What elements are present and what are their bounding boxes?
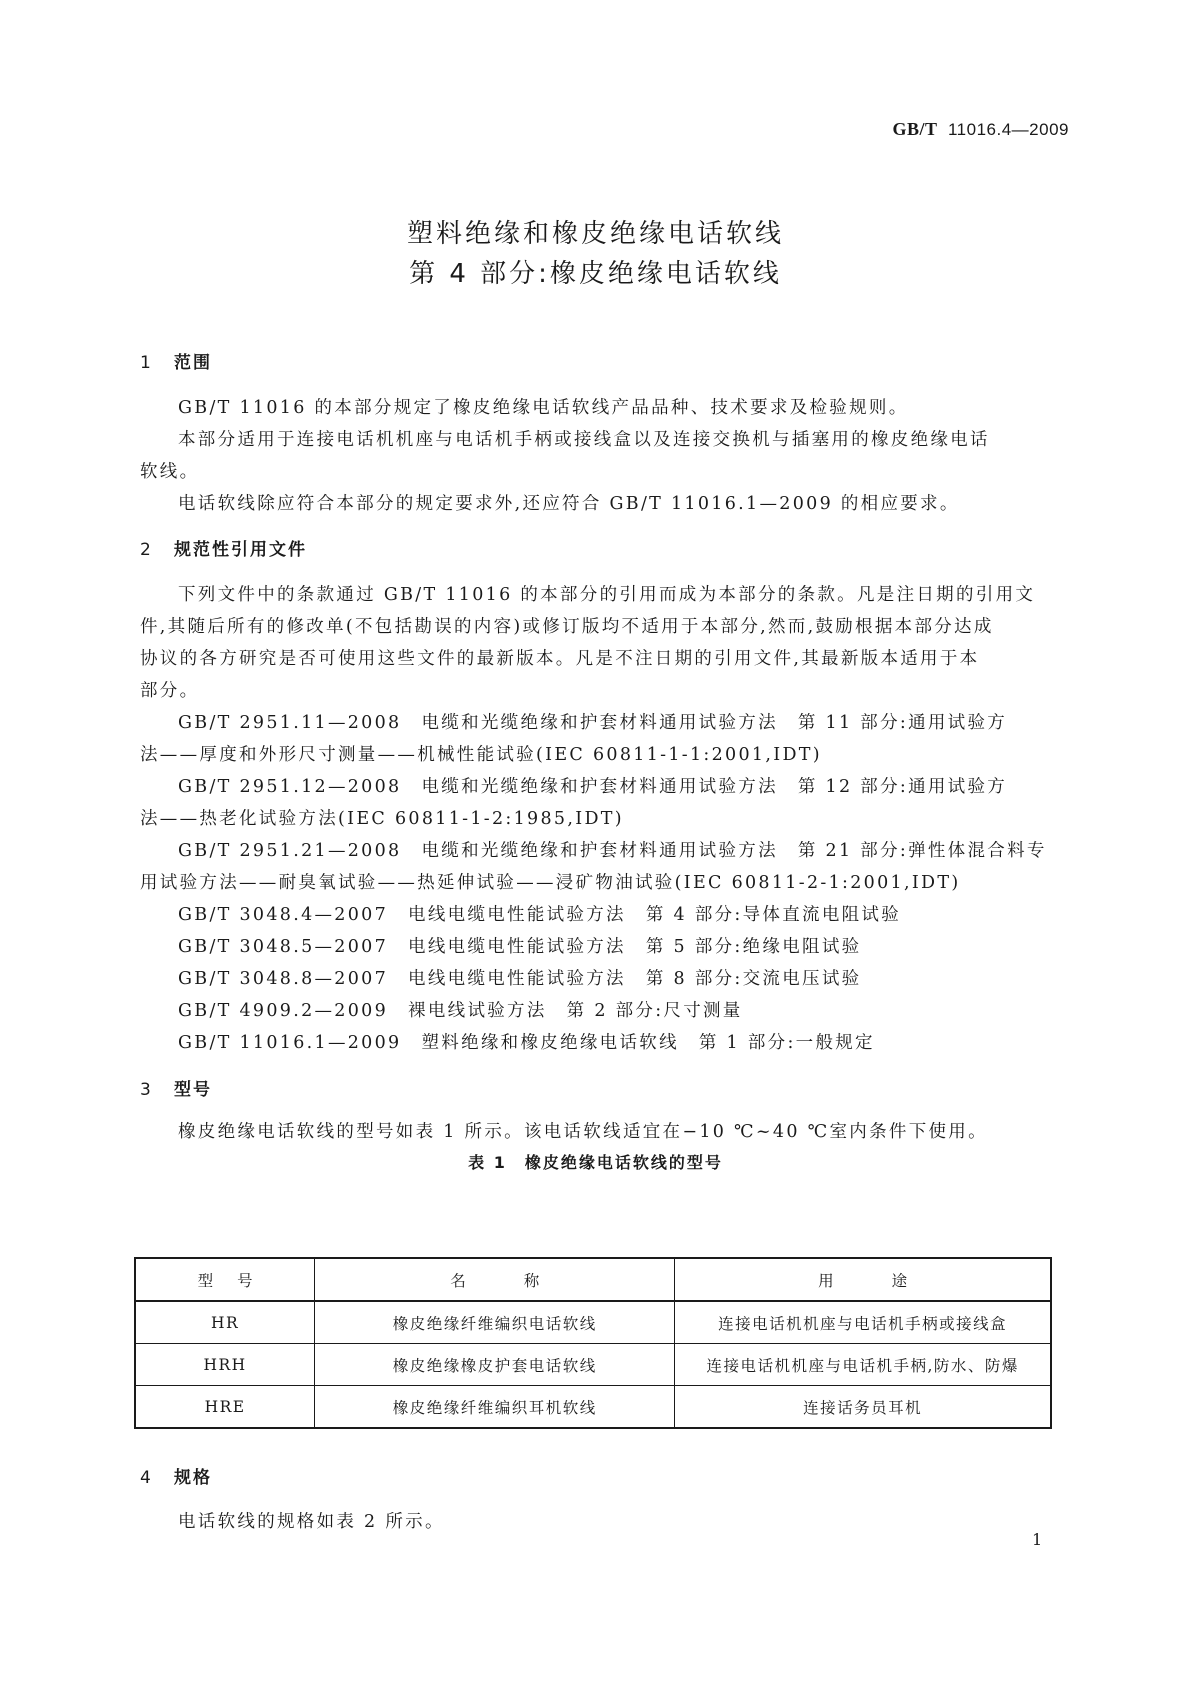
reference-title: 塑料绝缘和橡皮绝缘电话软线 (421, 1033, 679, 1053)
reference-continuation: 法——厚度和外形尺寸测量——机械性能试验(IEC 60811-1-1:2001,IDT) (140, 745, 822, 765)
reference-code: GB/T 3048.5—2007 (178, 937, 389, 957)
cell-model: HRH (135, 1344, 315, 1386)
reference-item (178, 1029, 1090, 1054)
reference-code: GB/T 4909.2—2009 (178, 1001, 389, 1021)
paragraph-line: 部分。 (140, 681, 200, 701)
reference-continuation: 法——热老化试验方法(IEC 60811-1-2:1985,IDT) (140, 809, 624, 829)
cell-name: 橡皮绝缘纤维编织耳机软线 (315, 1386, 675, 1429)
reference-item (178, 901, 1090, 926)
section-2-heading (140, 535, 307, 560)
paragraph: GB/T 11016 的本部分规定了橡皮绝缘电话软线产品品种、技术要求及检验规则。 (178, 398, 909, 418)
section-title: 型号 (174, 1080, 212, 1100)
reference-title: 电线电缆电性能试验方法 (408, 969, 626, 989)
section-number: 4 (140, 1468, 153, 1488)
reference-part: 第 4 部分:导体直流电阻试验 (645, 905, 902, 925)
cell-usage: 连接电话机机座与电话机手柄,防水、防爆 (675, 1344, 1051, 1386)
model-table (134, 1257, 1052, 1429)
paragraph: 电话软线的规格如表 2 所示。 (178, 1512, 445, 1532)
page-number: 1 (1032, 1530, 1043, 1549)
column-header-usage: 用途 (675, 1258, 1051, 1301)
reference-item (178, 997, 1090, 1022)
reference-title: 裸电线试验方法 (408, 1001, 547, 1021)
reference-part: 第 2 部分:尺寸测量 (566, 1001, 743, 1021)
reference-part: 第 8 部分:交流电压试验 (645, 969, 862, 989)
reference-item (178, 837, 1090, 862)
column-header-model: 型号 (135, 1258, 315, 1301)
reference-item (178, 933, 1090, 958)
section-number: 2 (140, 540, 153, 560)
section-title: 范围 (174, 353, 212, 373)
paragraph-line: 协议的各方研究是否可使用这些文件的最新版本。凡是不注日期的引用文件,其最新版本适用于本 (140, 649, 980, 669)
section-title: 规范性引用文件 (174, 540, 307, 560)
cell-name: 橡皮绝缘纤维编织电话软线 (315, 1301, 675, 1344)
column-header-name: 名称 (315, 1258, 675, 1301)
reference-code: GB/T 2951.11—2008 (178, 713, 402, 733)
reference-item (178, 773, 1090, 798)
reference-part: 第 12 部分:通用试验方 (797, 777, 1008, 797)
reference-part: 第 5 部分:绝缘电阻试验 (645, 937, 862, 957)
cell-model: HRE (135, 1386, 315, 1429)
reference-title: 电缆和光缆绝缘和护套材料通用试验方法 (421, 841, 778, 861)
reference-part: 第 21 部分:弹性体混合料专 (797, 841, 1047, 861)
table-caption: 表 1 橡皮绝缘电话软线的型号 (468, 1153, 723, 1172)
table-row (135, 1301, 1051, 1344)
standard-number: 11016.4—2009 (947, 120, 1069, 139)
cell-usage: 连接话务员耳机 (675, 1386, 1051, 1429)
paragraph: 电话软线除应符合本部分的规定要求外,还应符合 GB/T 11016.1—2009 的相应要求。 (178, 494, 960, 514)
section-4-heading (140, 1463, 212, 1488)
table-header-row (135, 1258, 1051, 1301)
reference-item (178, 709, 1090, 734)
cell-model: HR (135, 1301, 315, 1344)
paragraph-line: 件,其随后所有的修改单(不包括勘误的内容)或修订版均不适用于本部分,然而,鼓励根据本部分达成 (140, 617, 994, 637)
section-1-heading (140, 348, 212, 373)
reference-part: 第 1 部分:一般规定 (698, 1033, 875, 1053)
reference-continuation: 用试验方法——耐臭氧试验——热延伸试验——浸矿物油试验(IEC 60811-2-1:2001,IDT) (140, 873, 961, 893)
document-title-line2: 第 4 部分:橡皮绝缘电话软线 (409, 259, 782, 289)
reference-code: GB/T 2951.12—2008 (178, 777, 402, 797)
paragraph: 下列文件中的条款通过 GB/T 11016 的本部分的引用而成为本部分的条款。凡是注日期的引用文 (178, 585, 1036, 605)
section-title: 规格 (174, 1468, 212, 1488)
reference-title: 电缆和光缆绝缘和护套材料通用试验方法 (421, 777, 778, 797)
reference-code: GB/T 11016.1—2009 (178, 1033, 402, 1053)
reference-code: GB/T 2951.21—2008 (178, 841, 402, 861)
section-number: 1 (140, 353, 153, 373)
standard-code (893, 119, 1069, 140)
reference-part: 第 11 部分:通用试验方 (797, 713, 1008, 733)
document-title-line1: 塑料绝缘和橡皮绝缘电话软线 (406, 219, 784, 249)
section-3-heading (140, 1075, 212, 1100)
paragraph: 橡皮绝缘电话软线的型号如表 1 所示。该电话软线适宜在−10 ℃~40 ℃室内条件下使用。 (178, 1122, 988, 1142)
reference-title: 电线电缆电性能试验方法 (408, 937, 626, 957)
reference-title: 电缆和光缆绝缘和护套材料通用试验方法 (421, 713, 778, 733)
reference-item (178, 965, 1090, 990)
table-row (135, 1386, 1051, 1429)
paragraph-continuation: 软线。 (140, 462, 200, 482)
section-number: 3 (140, 1080, 153, 1100)
paragraph: 本部分适用于连接电话机机座与电话机手柄或接线盒以及连接交换机与插塞用的橡皮绝缘电话 (178, 430, 990, 450)
reference-code: GB/T 3048.4—2007 (178, 905, 389, 925)
reference-code: GB/T 3048.8—2007 (178, 969, 389, 989)
reference-title: 电线电缆电性能试验方法 (408, 905, 626, 925)
cell-name: 橡皮绝缘橡皮护套电话软线 (315, 1344, 675, 1386)
cell-usage: 连接电话机机座与电话机手柄或接线盒 (675, 1301, 1051, 1344)
standard-prefix: GB/T (892, 119, 938, 139)
table-row (135, 1344, 1051, 1386)
